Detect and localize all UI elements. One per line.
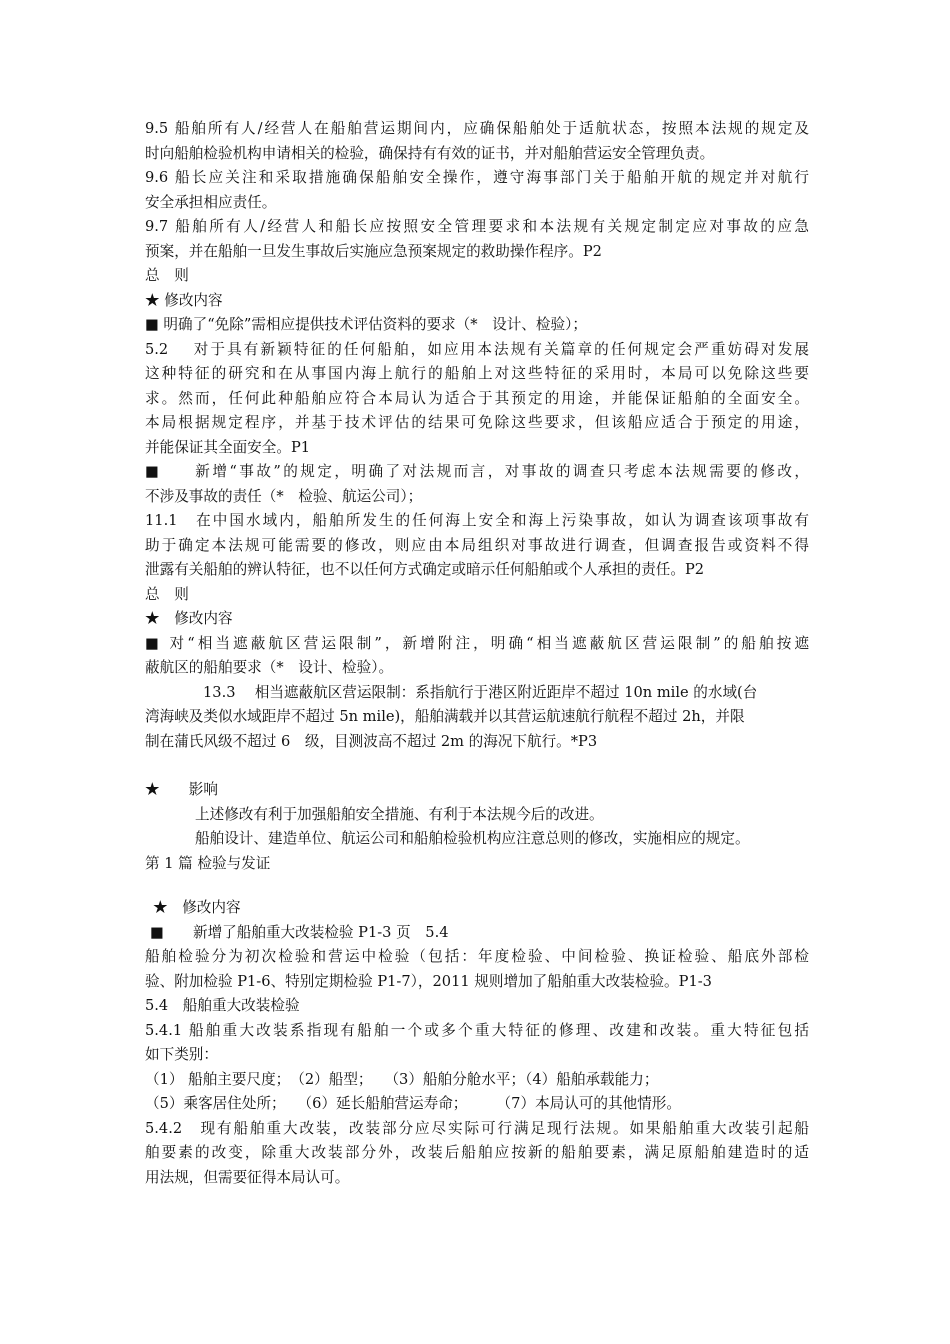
- spacer: [145, 876, 809, 896]
- text-line: 船舶检验分为初次检验和营运中检验（包括：年度检验、中间检验、换证检验、船底外部检: [145, 948, 809, 965]
- text-line: 时向船舶检验机构申请相关的检验，确保持有有效的证书，并对船舶营运安全管理负责。: [145, 144, 715, 162]
- text-line: 安全承担相应责任。: [145, 193, 277, 211]
- bullet-item: ■ 新增“事故”的规定，明确了对法规而言，对事故的调查只考虑本法规需要的修改，: [145, 463, 809, 480]
- impact-heading: ★ 影响: [145, 781, 218, 798]
- list-item: （1） 船舶主要尺度； （2）船型； （3）船舶分舱水平；（4）船舶承载能力；: [145, 1070, 659, 1088]
- chapter-heading: 第 1 篇 检验与发证: [145, 854, 271, 872]
- bullet-item: ■ 对“相当遮蔽航区营运限制”，新增附注，明确“相当遮蔽航区营运限制”的船舶按遮: [145, 634, 809, 652]
- text-line: 不涉及事故的责任（* 检验、航运公司）；: [145, 487, 423, 505]
- text-line: 11.1 在中国水域内，船舶所发生的任何海上安全和海上污染事故，如认为调查该项事故有: [145, 512, 809, 529]
- section-heading: 总 则: [145, 267, 189, 284]
- text-line: 上述修改有利于加强船舶安全措施、有利于本法规今后的改进。: [195, 805, 604, 823]
- document-page: [145, 117, 809, 1190]
- text-line: 并能保证其全面安全。P1: [145, 438, 311, 456]
- text-line: 助于确定本法规可能需要的修改，则应由本局组织对事故进行调查，但调查报告或资料不得: [145, 536, 809, 554]
- text-line: 这种特征的研究和在从事国内海上航行的船舶上对这些特征的采用时，本局可以免除这些要: [145, 365, 809, 382]
- subsection-heading: 5.4 船舶重大改装检验: [145, 997, 300, 1014]
- text-line: 9.5 船舶所有人/经营人在船舶营运期间内，应确保船舶处于适航状态，按照本法规的规定及: [145, 120, 809, 137]
- text-line: 预案，并在船舶一旦发生事故后实施应急预案规定的救助操作程序。P2: [145, 242, 602, 260]
- text-line: 验、附加检验 P1-6、特别定期检验 P1-7），2011 规则增加了船舶重大改装检验。P1-3: [145, 972, 712, 990]
- text-line: 蔽航区的船舶要求（* 设计、检验）。: [145, 659, 394, 676]
- text-line: 湾海峡及类似水域距岸不超过 5n mile)，船舶满载并以其营运航速航行航程不超过 2h，并限: [145, 708, 745, 725]
- text-line: 如下类别：: [145, 1046, 218, 1063]
- text-line: 5.2 对于具有新颖特征的任何船舶，如应用本法规有关篇章的任何规定会严重妨碍对发展: [145, 340, 809, 358]
- section-heading: 总 则: [145, 585, 189, 603]
- text-line: 用法规，但需要征得本局认可。: [145, 1168, 350, 1186]
- text-line: 泄露有关船舶的辨认特征，也不以任何方式确定或暗示任何船舶或个人承担的责任。P2: [145, 561, 705, 578]
- text-line: 13.3 相当遮蔽航区营运限制：系指航行于港区附近距岸不超过 10n mile 的水域(台: [203, 683, 758, 701]
- text-line: 制在蒲氏风级不超过 6 级，目测波高不超过 2m 的海况下航行。*P3: [145, 732, 598, 750]
- text-line: 5.4.1 船舶重大改装系指现有船舶一个或多个重大特征的修理、改建和改装。重大特征包括: [145, 1021, 809, 1039]
- text-line: 5.4.2 现有船舶重大改装，改装部分应尽实际可行满足现行法规。如果船舶重大改装引起船: [145, 1119, 809, 1137]
- bullet-item: ■ 明确了“免除”需相应提供技术评估资料的要求（* 设计、检验）；: [145, 316, 587, 333]
- spacer: [145, 754, 809, 778]
- text-line: 本局根据规定程序，并基于技术评估的结果可免除这些要求，但该船应适合于预定的用途，: [145, 414, 809, 431]
- text-line: 船舶设计、建造单位、航运公司和船舶检验机构应注意总则的修改，实施相应的规定。: [195, 830, 750, 847]
- text-line: 舶要素的改变，除重大改装部分外，改装后船舶应按新的船舶要素，满足原船舶建造时的适: [145, 1144, 809, 1161]
- revision-marker: ★ 修改内容: [145, 610, 233, 627]
- list-item: （5）乘客居住处所； （6）延长船舶营运寿命； （7）本局认可的其他情形。: [145, 1095, 681, 1112]
- bullet-item: ■ 新增了船舶重大改装检验 P1-3 页 5.4: [150, 923, 449, 941]
- text-line: 9.7 船舶所有人/经营人和船长应按照安全管理要求和本法规有关规定制定应对事故的应急: [145, 218, 809, 235]
- revision-marker: ★ 修改内容: [153, 899, 241, 916]
- text-line: 9.6 船长应关注和采取措施确保船舶安全操作，遵守海事部门关于船舶开航的规定并对航行: [145, 169, 809, 186]
- text-line: 求。然而，任何此种船舶应符合本局认为适合于其预定的用途，并能保证船舶的全面安全。: [145, 389, 809, 407]
- revision-marker: ★ 修改内容: [145, 291, 223, 309]
